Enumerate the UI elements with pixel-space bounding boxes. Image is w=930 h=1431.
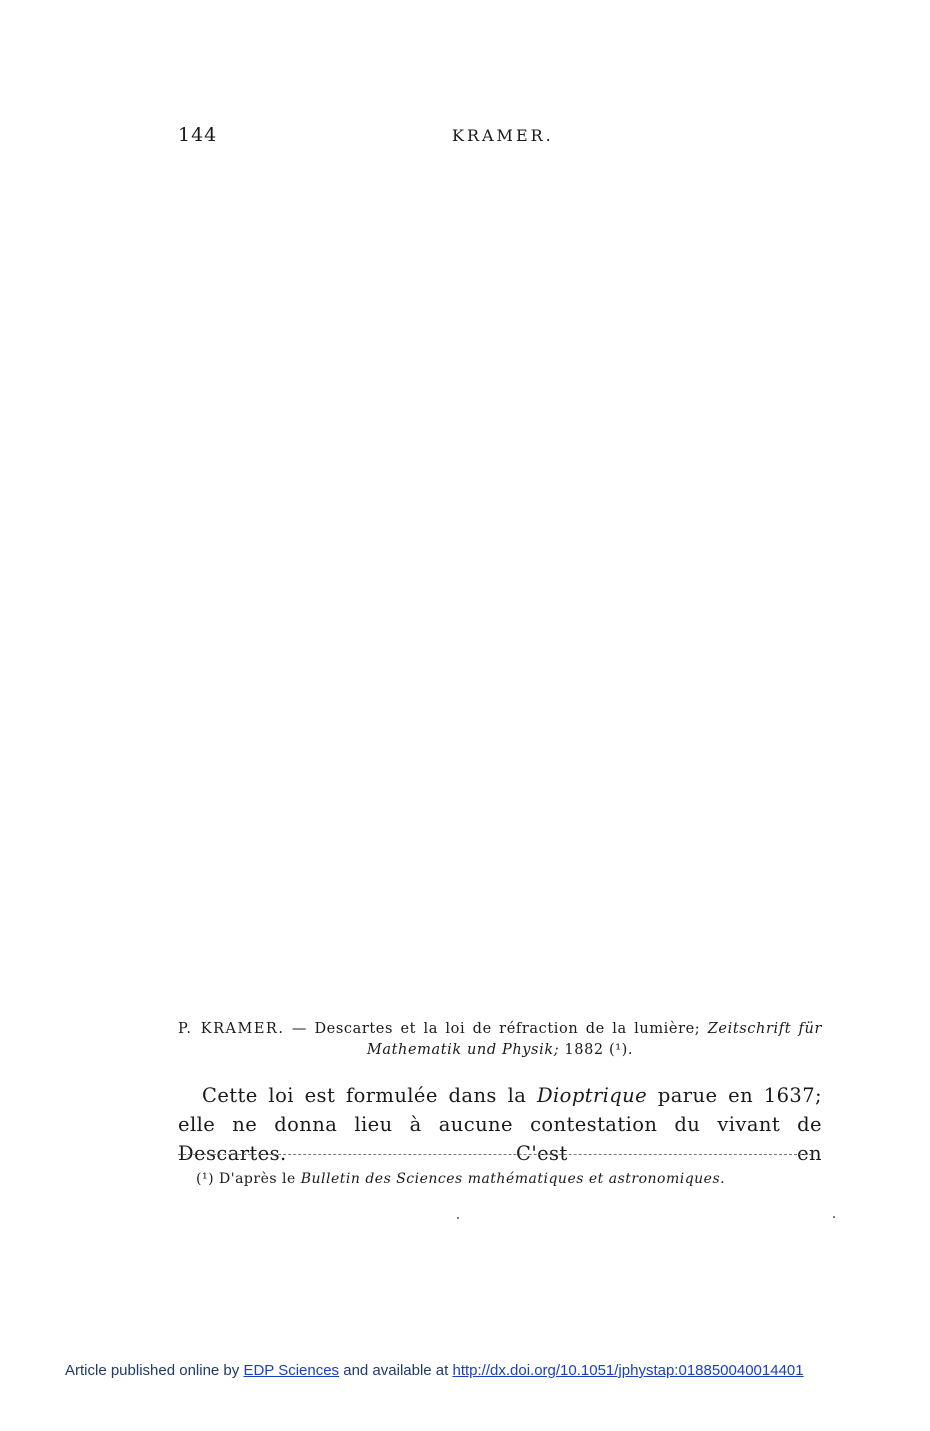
banner-middle: and available at	[339, 1362, 453, 1379]
citation-year: 1882 (¹).	[559, 1042, 634, 1058]
footnote-marker: (¹)	[196, 1171, 219, 1187]
scan-speck	[833, 1216, 835, 1218]
body-text-part1: Cette loi est formulée dans la	[202, 1084, 538, 1107]
footnote-lead: D'après le	[219, 1171, 301, 1187]
banner-prefix: Article published online by	[65, 1362, 244, 1379]
footnote	[196, 1171, 725, 1187]
citation-author: P. KRAMER.	[178, 1021, 285, 1037]
page-number: 144	[178, 124, 218, 146]
citation-journal: Zeitschrift für Mathematik und Physik;	[366, 1021, 822, 1058]
running-title: KRAMER.	[452, 126, 554, 145]
doi-link[interactable]: http://dx.doi.org/10.1051/jphystap:018850040014401	[452, 1362, 804, 1379]
body-italic-word: Dioptrique	[537, 1084, 648, 1107]
citation-title: Descartes et la loi de réfraction de la lumière;	[314, 1021, 708, 1037]
article-citation	[178, 1019, 822, 1061]
scan-speck	[457, 1217, 459, 1219]
footnote-divider	[178, 1154, 812, 1155]
publication-banner	[65, 1362, 804, 1379]
body-text-part2: parue en 1637; elle ne donna lieu à aucune contestation du vivant de Descartes. C'est en	[178, 1084, 822, 1165]
publisher-link[interactable]: EDP Sciences	[243, 1362, 340, 1379]
footnote-source: Bulletin des Sciences mathématiques et astronomiques.	[300, 1171, 726, 1187]
citation-dash: —	[284, 1021, 315, 1037]
